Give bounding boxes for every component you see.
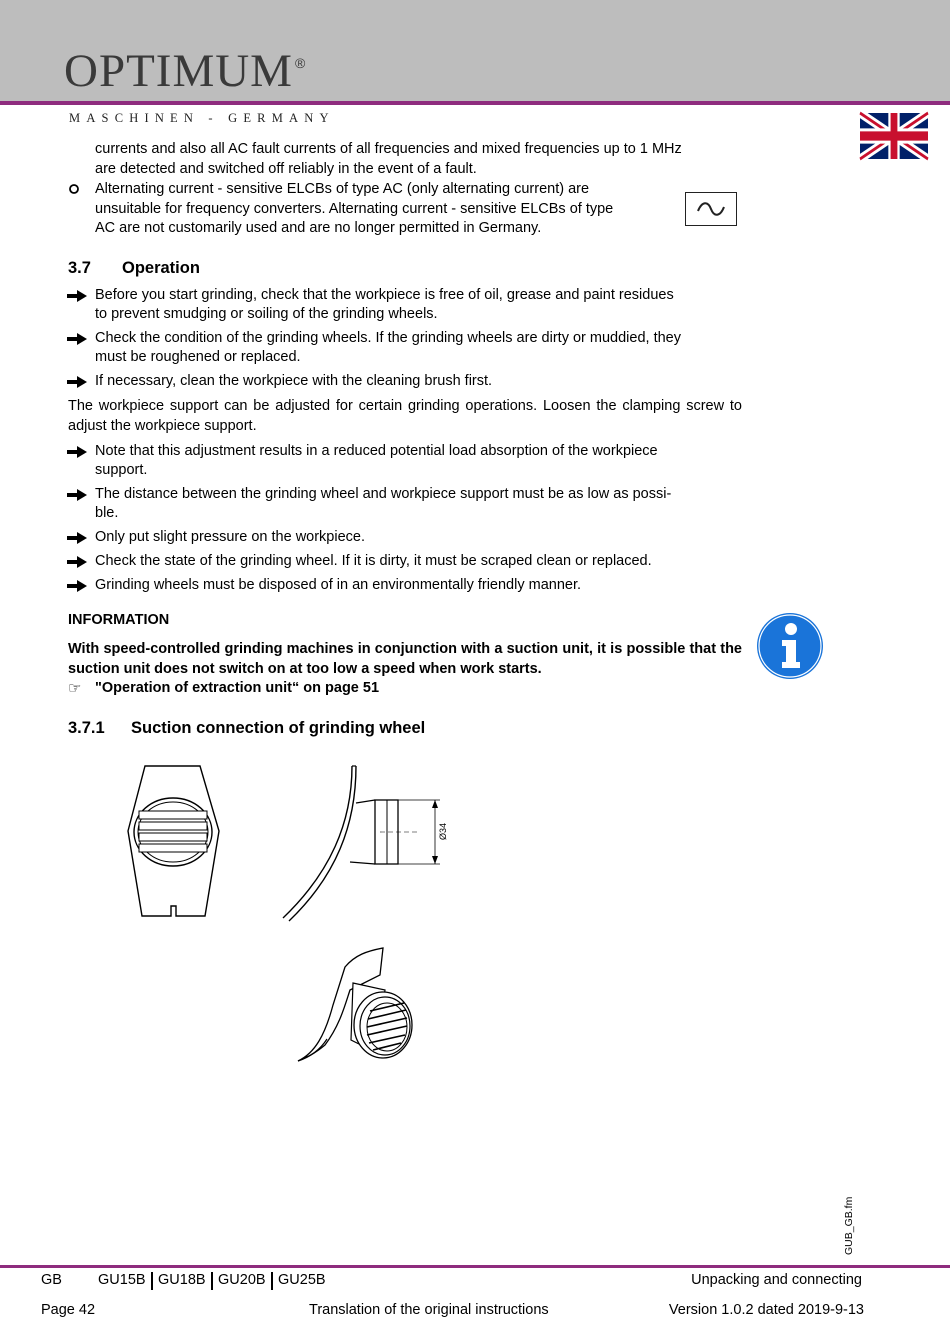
section-number: 3.7 [68,259,91,277]
arrow-bullet-icon [66,332,88,346]
footer-model: GU25B [278,1272,326,1288]
workpiece-support-paragraph: The workpiece support can be adjusted for certain grinding operations. Loosen the clamping screw to adjust the workpiece support. [68,398,742,434]
elcb-note-line-3: AC are not customarily used and are no longer permitted in Germany. [95,220,542,236]
brand-tagline: MASCHINEN - GERMANY [69,111,335,125]
list-item-text: Before you start grinding, check that the workpiece is free of oil, grease and paint residues [95,287,674,303]
arrow-bullet-icon [66,531,88,545]
brand-logo [64,45,307,97]
footer-model: GU15B [98,1272,146,1288]
suction-connection-side-view [280,763,450,928]
footer-translation-note: Translation of the original instructions [309,1302,549,1318]
information-text: With speed-controlled grinding machines in conjunction with a suction unit, it is possible that the suction unit does not switch on at too low a speed when work starts. [68,641,742,677]
uk-flag-icon [860,113,928,159]
arrow-bullet-icon [66,375,88,389]
list-item-text: The distance between the grinding wheel and workpiece support must be as low as possi- [95,486,672,502]
footer-separator [271,1272,273,1290]
footer-chapter: Unpacking and connecting [691,1272,862,1288]
intro-line-1: currents and also all AC fault currents of all frequencies and mixed frequencies up to 1 MHz [95,141,682,157]
elcb-note-line-2: unsuitable for frequency converters. Alternating current - sensitive ELCBs of type [95,201,614,217]
list-item-text: ble. [95,505,119,521]
intro-line-2: are detected and switched off reliably in the event of a fault. [95,161,477,177]
header-divider [0,101,950,105]
elcb-note-line-1: Alternating current - sensitive ELCBs of type AC (only alternating current) are [95,181,590,197]
footer-model: GU18B [158,1272,206,1288]
list-item-text: Only put slight pressure on the workpiece. [95,529,365,545]
list-item-text: If necessary, clean the workpiece with the cleaning brush first. [95,373,493,389]
suction-connection-front-view [125,763,225,923]
arrow-bullet-icon [66,445,88,459]
arrow-bullet-icon [66,488,88,502]
footer-page-number: Page 42 [41,1302,96,1318]
ac-symbol-icon [685,192,737,226]
file-name: GUB_GB.fm [843,1196,855,1255]
footer-version: Version 1.0.2 dated 2019-9-13 [668,1302,864,1318]
reference-pointer-icon: ☞ [68,680,82,697]
list-item-text: Grinding wheels must be disposed of in an environmentally friendly manner. [95,577,582,593]
dimension-label: Ø34 [438,822,448,840]
arrow-bullet-icon [66,555,88,569]
footer-separator [211,1272,213,1290]
suction-connection-isometric-view [295,945,425,1070]
registered-mark: ® [294,55,307,71]
list-item-text: Check the state of the grinding wheel. If it is dirty, it must be scraped clean or replaced. [95,553,652,569]
footer-divider [0,1265,950,1268]
subsection-number: 3.7.1 [68,719,105,737]
list-item-text: support. [95,462,148,478]
footer-separator [151,1272,153,1290]
list-item-text: Check the condition of the grinding wheels. If the grinding wheels are dirty or muddied, they [95,330,681,346]
subsection-title: Suction connection of grinding wheel [131,719,426,737]
footer-model: GU20B [218,1272,266,1288]
info-icon [756,612,824,680]
list-item-text: must be roughened or replaced. [95,349,301,365]
section-title: Operation [122,259,200,277]
arrow-bullet-icon [66,579,88,593]
information-reference-link[interactable]: "Operation of extraction unit“ on page 51 [95,680,380,696]
list-item-text: to prevent smudging or soiling of the grinding wheels. [95,306,438,322]
footer-language: GB [41,1272,62,1288]
information-heading: INFORMATION [68,612,170,628]
circle-bullet-icon [69,184,81,196]
arrow-bullet-icon [66,289,88,303]
list-item-text: Note that this adjustment results in a reduced potential load absorption of the workpiece [95,443,658,459]
brand-name: OPTIMUM [64,45,293,97]
